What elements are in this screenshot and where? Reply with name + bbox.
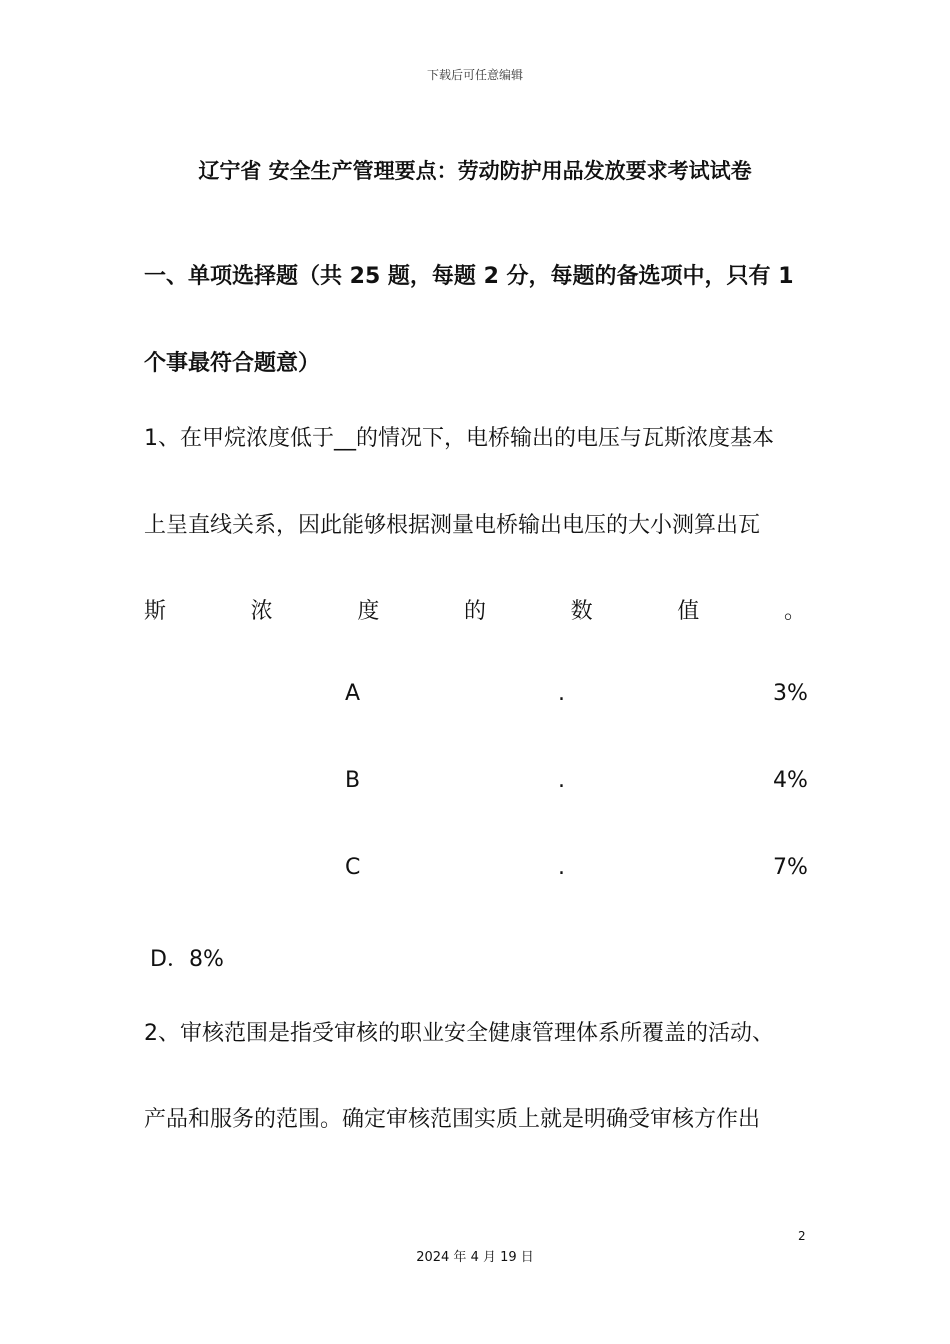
option-b-value: 4% xyxy=(773,768,808,793)
option-b-letter: B xyxy=(345,768,361,793)
q1-char: 斯 xyxy=(144,599,167,624)
question-2-line1: 2、审核范围是指受审核的职业安全健康管理体系所覆盖的活动、 xyxy=(144,1021,774,1046)
option-d: D．8% xyxy=(150,947,224,972)
q1-char: 数 xyxy=(570,599,593,624)
option-a-value: 3% xyxy=(773,681,808,706)
section-heading-line2: 个事最符合题意） xyxy=(144,351,321,376)
q1-char: 。 xyxy=(783,599,806,624)
q1-char: 浓 xyxy=(250,599,273,624)
section-heading-line1: 一、单项选择题（共 25 题，每题 2 分，每题的备选项中，只有 1 xyxy=(144,264,794,289)
q1-char: 度 xyxy=(357,599,380,624)
question-1-line1: 1、在甲烷浓度低于__的情况下，电桥输出的电压与瓦斯浓度基本 xyxy=(144,426,774,451)
question-1-line2: 上呈直线关系，因此能够根据测量电桥输出电压的大小测算出瓦 xyxy=(144,513,761,538)
page-footer-date: 2024 年 4 月 19 日 xyxy=(416,1250,534,1265)
option-a-dot: . xyxy=(558,681,565,706)
question-2-line2: 产品和服务的范围。确定审核范围实质上就是明确受审核方作出 xyxy=(144,1107,761,1132)
option-c-value: 7% xyxy=(773,855,808,880)
option-a-letter: A xyxy=(345,681,361,706)
page-number: 2 xyxy=(798,1229,806,1243)
option-c-dot: . xyxy=(558,855,565,880)
q1-char: 值 xyxy=(677,599,700,624)
document-title: 辽宁省 安全生产管理要点：劳动防护用品发放要求考试试卷 xyxy=(198,159,752,183)
option-c-letter: C xyxy=(345,855,361,880)
question-1-line3 xyxy=(144,594,806,625)
option-b-dot: . xyxy=(558,768,565,793)
page-header: 下载后可任意编辑 xyxy=(426,68,523,82)
q1-char: 的 xyxy=(463,599,486,624)
